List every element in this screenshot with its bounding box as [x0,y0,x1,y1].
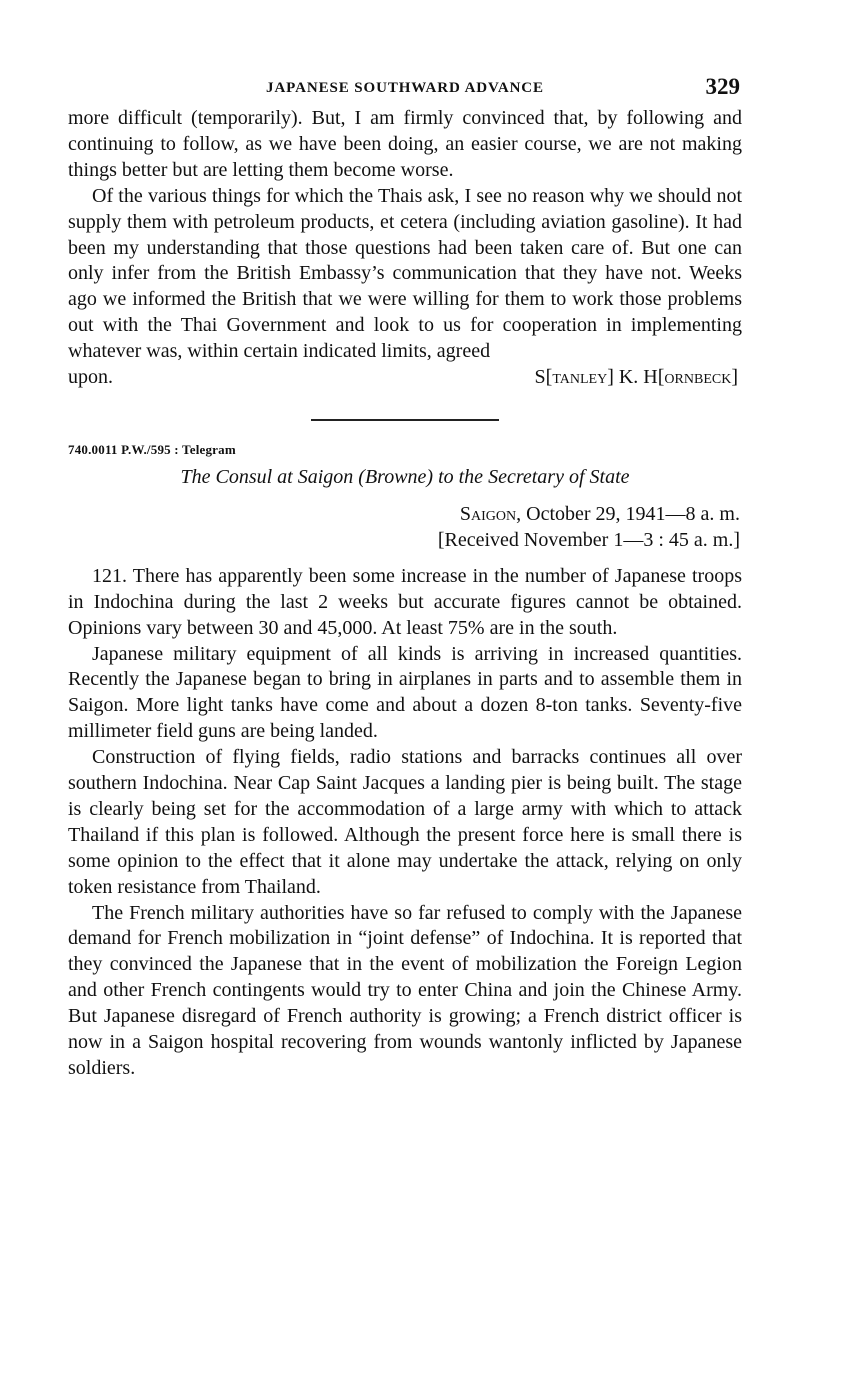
running-head [68,74,742,106]
paragraph: Construction of flying fields, radio stations and barracks continues all over southern Indochina. Near Cap Saint Jacques a landing pier is being built. The stage is clearly being set for the accommodation of a large army with which to attack Thailand if this plan is followed. Although the present force here is small there is some opinion to the effect that it alone may undertake the attack, relying on only token resistance from Thailand. [68,746,742,898]
dateline [68,502,742,554]
document-page [68,74,742,1082]
dateline-place: Saigon [459,502,517,525]
file-reference: 740.0011 P.W./595 : Telegram [68,441,236,457]
dateline-received: [Received November 1—3 : 45 a. m.] [437,528,740,551]
closing-word: upon. [68,366,113,389]
paragraph: 121. There has apparently been some increase in the number of Japanese troops in Indochina during the last 2 weeks but accurate figures cannot be obtained. Opinions vary between 30 and 45,000. At least 75% are in the south. [68,564,742,639]
paragraph: Of the various things for which the Thais ask, I see no reason why we should not supply them with petroleum products, et cetera (including aviation gasoline). It had been my understanding that those questions had been taken care of. But one can only infer from the British Embassy’s communication that they have not. Weeks ago we informed the British that we were willing for them to work those problems out with the Thai Government and look to us for cooperation in implementing whatever was, within certain indicated limits, agreed [68,184,742,363]
telegram-text [68,564,742,1082]
page-number: 329 [705,74,740,99]
dateline-sent [68,502,740,528]
dateline-date: , October 29, 1941—8 a. m. [516,502,740,525]
running-title: JAPANESE SOUTHWARD ADVANCE [266,80,544,96]
signature: S[tanley] K. H[ornbeck] [534,366,738,389]
previous-document-text [68,106,742,365]
paragraph-continuation: more difficult (temporarily). But, I am firmly convinced that, by following and continuing to follow, as we have been doing, an easier course, we are not making things better but are letting them become worse. [68,107,742,181]
paragraph: The French military authorities have so far refused to comply with the Japanese demand for French mobilization in “joint defense” of Indochina. It is reported that they convinced the Japanese that in the event of mobilization the Foreign Legion and other French contingents would try to enter China and join the Chinese Army. But Japanese disregard of French authority is growing; a French district officer is now in a Saigon hospital recovering from wounds wantonly inflicted by Japanese soldiers. [68,901,742,1079]
document-title: The Consul at Saigon (Browne) to the Secretary of State [180,465,630,488]
paragraph: Japanese military equipment of all kinds is arriving in increased quantities. Recently the Japanese began to bring in airplanes in parts and to assemble them in Saigon. More light tanks have come and about a dozen 8-ton tanks. Seventy-five millimeter field guns are being landed. [68,642,742,743]
signature-line [68,365,742,391]
section-divider [311,419,499,421]
